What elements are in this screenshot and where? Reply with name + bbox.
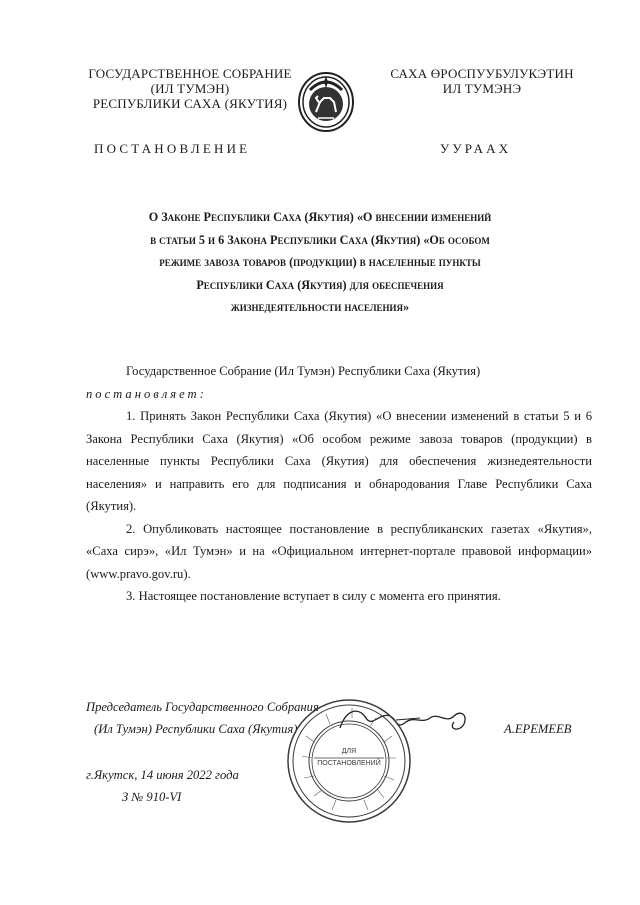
doc-number: З № 910-VI (122, 790, 182, 804)
item-2: 2. Опубликовать настоящее постановление в республиканских газетах «Якутия», «Саха сирэ», «Ил Тумэн» и на «Официальном интернет-портале правовой информации» (www.pravo.gov.ru). (86, 521, 592, 581)
title-line: Республики Саха (Якутия) для обеспечения (196, 277, 444, 292)
item-1: 1. Принять Закон Республики Саха (Якутия) «О внесении изменений в статьи 5 и 6 Закона Республики Саха (Якутия) «Об особом режиме завоза товаров (продукции) в населенные пункты Республики Саха (Якутия) для обеспечения жизнедеятельности населения» и направить его для подписания и обнародования Главе Республики Саха (Якутия). (86, 409, 592, 513)
official-stamp (284, 696, 414, 826)
title-line: в статьи 5 и 6 Закона Республики Саха (Якутия) «Об особом (150, 232, 490, 247)
header-left-line2: (ИЛ ТУМЭН) (150, 81, 230, 96)
title-line: О Законе Республики Саха (Якутия) «О внесении изменений (148, 210, 492, 224)
place-date: г.Якутск, 14 июня 2022 года (86, 768, 239, 782)
header-right-line1: САХА ӨРОСПУУБУЛУКЭТИН (390, 66, 574, 81)
item-3: 3. Настоящее постановление вступает в силу с момента его принятия. (126, 589, 501, 603)
emblem (296, 68, 356, 134)
position-line2: (Ил Тумэн) Республики Саха (Якутия) (94, 722, 298, 736)
header-right (372, 66, 592, 96)
preamble-verb: постановляет: (86, 386, 207, 401)
position-line1: Председатель Государственного Собрания (86, 700, 319, 714)
preamble (86, 360, 592, 383)
header-left-line3: РЕСПУБЛИКИ САХА (ЯКУТИЯ) (92, 96, 288, 111)
document-body (86, 360, 592, 608)
doc-type-left: ПОСТАНОВЛЕНИЕ (94, 141, 251, 156)
header-left (80, 66, 300, 111)
title-line: режиме завоза товаров (продукции) в населенные пункты (159, 255, 481, 269)
document-title (100, 206, 540, 319)
stamp-text-top: ДЛЯ (341, 748, 357, 755)
signer-name: А.ЕРЕМЕЕВ (504, 722, 572, 736)
preamble-text: Государственное Собрание (Ил Тумэн) Республики Саха (Якутия) (126, 364, 481, 378)
title-line: жизнедеятельности населения» (230, 300, 410, 314)
doc-type-right: УУРААХ (440, 141, 512, 156)
header-left-line1: ГОСУДАРСТВЕННОЕ СОБРАНИЕ (88, 66, 292, 81)
stamp-text-bottom: ПОСТАНОВЛЕНИЙ (317, 760, 381, 767)
header-right-line2: ИЛ ТУМЭНЭ (442, 81, 522, 96)
